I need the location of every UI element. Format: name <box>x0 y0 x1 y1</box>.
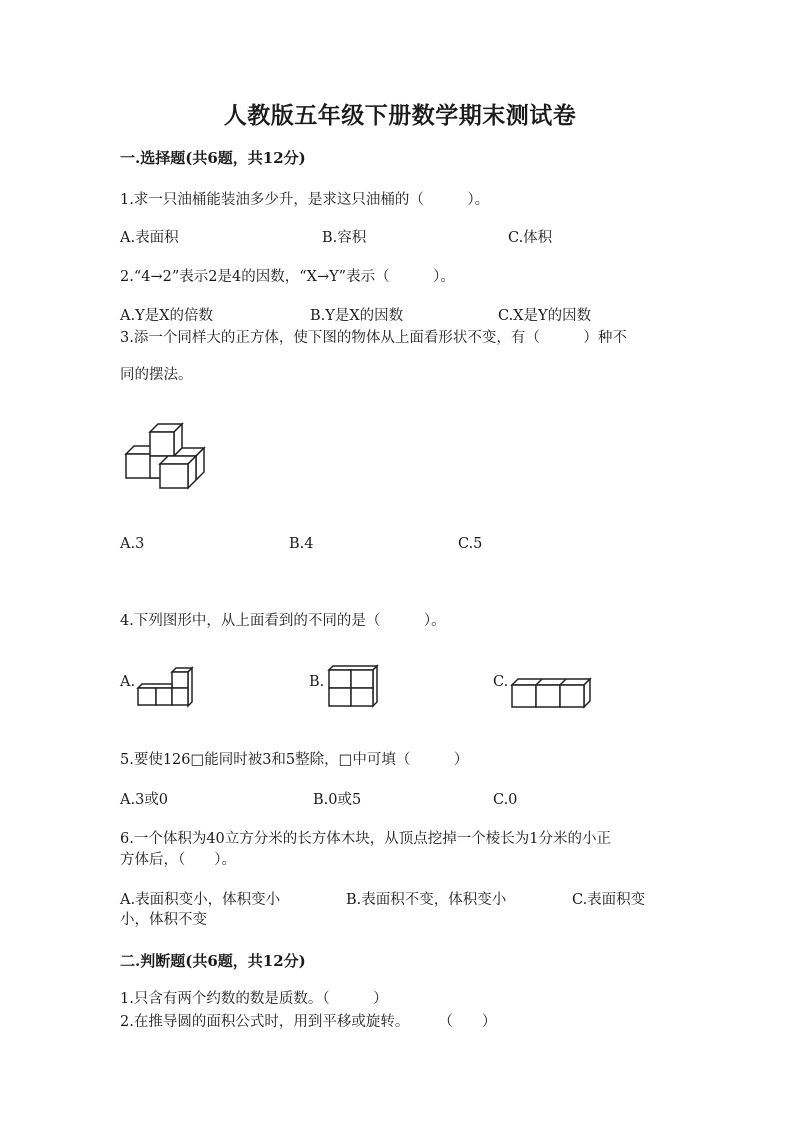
q4-option-c: C. <box>493 674 509 690</box>
q3-stem-line2: 同的摆法。 <box>120 367 193 383</box>
q5-option-c: C.0 <box>493 792 518 808</box>
q6-option-a: A.表面积变小，体积变小 <box>120 892 281 908</box>
q1-option-c: C.体积 <box>508 230 553 246</box>
section-heading-choice: 一.选择题(共6题，共12分) <box>120 149 306 167</box>
q4-option-b: B. <box>309 674 325 690</box>
q3-option-b: B.4 <box>289 536 314 552</box>
q4-option-a: A. <box>120 674 136 690</box>
q6-option-c-line2: 小，体积不变 <box>120 912 207 928</box>
q5-stem: 5.要使126□能同时被3和5整除，□中可填（ ） <box>120 752 469 768</box>
judgement-q2: 2.在推导圆的面积公式时，用到平移或旋转。 （ ） <box>120 1014 497 1030</box>
section-heading-judgement: 二.判断题(共6题，共12分) <box>120 952 306 970</box>
q5-option-b: B.0或5 <box>313 792 362 808</box>
q4-stem: 4.下列图形中，从上面看到的不同的是（ ）。 <box>120 613 446 629</box>
q6-stem-line1: 6.一个体积为40立方分米的长方体木块，从顶点挖掉一个棱长为1分米的小正 <box>120 831 612 847</box>
page-title: 人教版五年级下册数学期末测试卷 <box>223 102 577 129</box>
q3-option-a: A.3 <box>120 536 145 552</box>
q2-option-c: C.X是Y的因数 <box>498 308 592 324</box>
q4-figure-b <box>325 664 381 708</box>
q1-option-a: A.表面积 <box>120 230 179 246</box>
q6-stem-line2: 方体后，（ ）。 <box>120 852 236 868</box>
q2-option-b: B.Y是X的因数 <box>310 308 404 324</box>
q4-figure-a <box>136 666 196 706</box>
q1-option-b: B.容积 <box>322 230 367 246</box>
q4-figure-c <box>510 677 592 709</box>
q1-stem: 1.求一只油桶能装油多少升，是求这只油桶的（ ）。 <box>120 192 490 208</box>
q2-stem: 2.“4→2”表示2是4的因数，“X→Y”表示（ ）。 <box>120 269 455 285</box>
q6-option-b: B.表面积不变，体积变小 <box>346 892 507 908</box>
q3-option-c: C.5 <box>458 536 483 552</box>
judgement-q1: 1.只含有两个约数的数是质数。（ ） <box>120 991 388 1007</box>
q5-option-a: A.3或0 <box>120 792 169 808</box>
q6-option-c-line1: C.表面积变 <box>572 892 646 908</box>
q3-stem-line1: 3.添一个同样大的正方体，使下图的物体从上面看形状不变，有（ ）种不 <box>120 330 627 346</box>
q3-cube-figure <box>124 424 206 490</box>
q2-option-a: A.Y是X的倍数 <box>120 308 213 324</box>
